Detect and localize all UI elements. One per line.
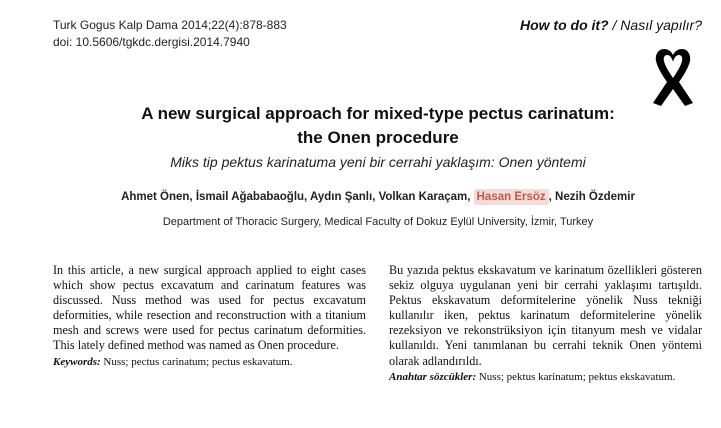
affiliation: Department of Thoracic Surgery, Medical Faculty of Dokuz Eylül University, İzmir, Turkey bbox=[162, 216, 594, 228]
keywords-value-tr: Nuss; pektus karinatum; pektus ekskavatum. bbox=[476, 370, 676, 383]
title-line-2: the Onen procedure bbox=[297, 128, 459, 147]
abstract-english-text: In this article, a new surgical approach applied to eight cases which show pectus excavatum and carinatum features was discussed. Nuss method was used for pectus excavatum deformities, while resection and reconstruction with a titanium mesh and screws were used for pectus carinatum deformities. This lately defined method was named as Onen procedure. bbox=[53, 263, 366, 353]
author-list bbox=[60, 191, 696, 203]
author: Volkan Karaçam, bbox=[378, 191, 474, 203]
author: Aydın Şanlı, bbox=[310, 191, 379, 203]
article-type-separator: / bbox=[608, 17, 621, 33]
article-title bbox=[60, 102, 696, 150]
abstract-turkish-text: Bu yazıda pektus ekskavatum ve karinatum özellikleri gösteren sekiz olguya uygulanan yeni bir cerrahi yaklaşımı tartışıldı. Pektus ekskavatum deformitelerine yönelik Nuss tekniği kullanılır iken, pektus karinatum deformitelerine yönelik rezeksiyon ve rekonstrüksiyon için titanyum mesh ve vidalar kullanıldı. Yeni tanımlanan bu cerrahi teknik Onen yöntemi olarak adlandırıldı. bbox=[389, 263, 702, 368]
article-type-tr: Nasıl yapılır? bbox=[620, 17, 702, 33]
title-line-1: A new surgical approach for mixed-type pectus carinatum: bbox=[141, 104, 615, 123]
article-type-label bbox=[520, 17, 702, 33]
keywords-value: Nuss; pectus carinatum; pectus eskavatum. bbox=[100, 355, 293, 368]
journal-citation bbox=[53, 17, 287, 51]
author: Ahmet Önen, bbox=[121, 191, 196, 203]
author: Nezih Özdemir bbox=[555, 191, 635, 203]
mourning-ribbon-icon bbox=[643, 45, 703, 107]
author: İsmail Ağababaoğlu, bbox=[195, 191, 310, 203]
keywords-turkish bbox=[389, 370, 702, 385]
keywords-label-tr: Anahtar sözcükler: bbox=[389, 370, 477, 383]
doi-line: doi: 10.5606/tgkdc.dergisi.2014.7940 bbox=[53, 35, 250, 49]
article-type-en: How to do it? bbox=[519, 17, 609, 33]
keywords-english bbox=[53, 355, 366, 370]
author-highlighted: Hasan Ersöz bbox=[474, 189, 549, 205]
abstract-turkish bbox=[389, 263, 702, 385]
journal-reference: Turk Gogus Kalp Dama 2014;22(4):878-883 bbox=[53, 18, 287, 32]
article-subtitle-tr: Miks tip pektus karinatuma yeni bir cerrahi yaklaşım: Onen yöntemi bbox=[170, 154, 586, 170]
author-separator: , bbox=[548, 191, 556, 203]
keywords-label: Keywords: bbox=[53, 355, 101, 368]
abstract-english bbox=[53, 263, 366, 370]
